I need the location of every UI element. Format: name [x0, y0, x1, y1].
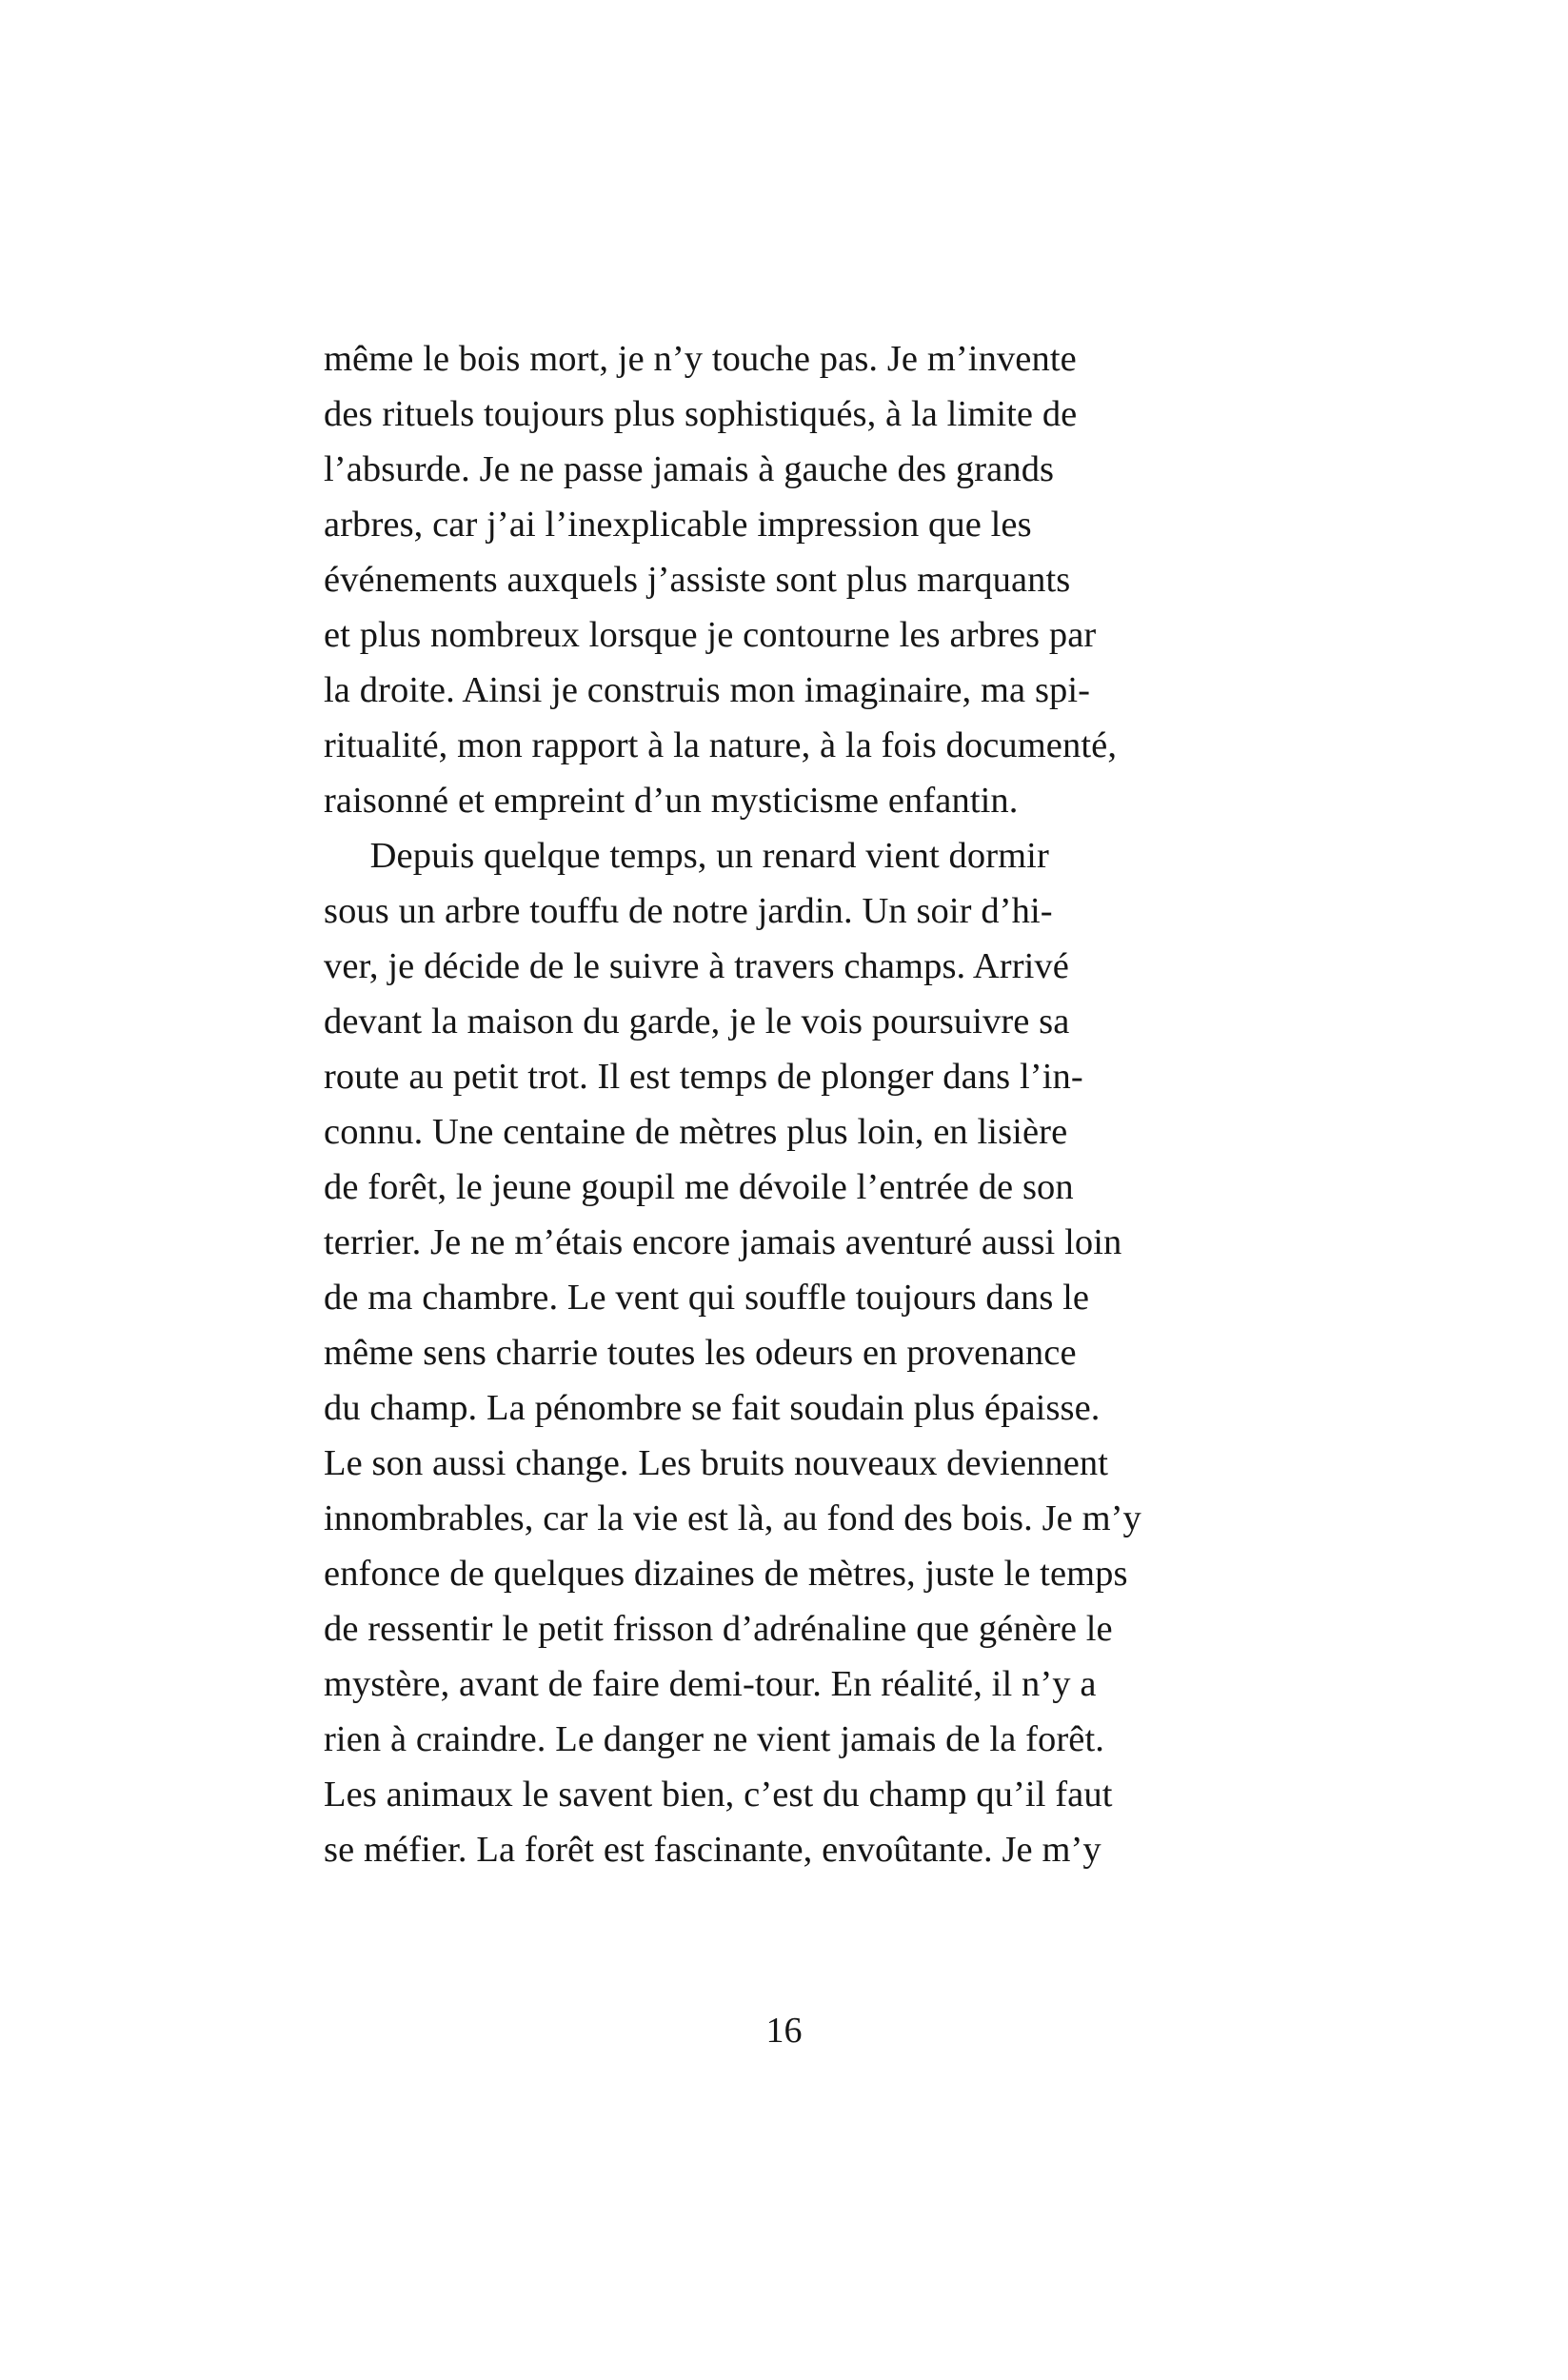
text-line: devant la maison du garde, je le vois poursuivre sa	[324, 1002, 1070, 1041]
text-line: sous un arbre touffu de notre jardin. Un soir d’hi-	[324, 891, 1053, 931]
text-line: ritualité, mon rapport à la nature, à la fois documenté,	[324, 725, 1118, 765]
paragraph-renard	[324, 828, 1257, 1877]
text-line: connu. Une centaine de mètres plus loin, en lisière	[324, 1112, 1068, 1152]
text-line: de ressentir le petit frisson d’adrénaline que génère le	[324, 1609, 1113, 1649]
text-line: innombrables, car la vie est là, au fond des bois. Je m’y	[324, 1498, 1141, 1538]
text-line: même sens charrie toutes les odeurs en provenance	[324, 1333, 1077, 1373]
text-line: raisonné et empreint d’un mysticisme enfantin.	[324, 781, 1019, 821]
text-line: Le son aussi change. Les bruits nouveaux deviennent	[324, 1443, 1109, 1483]
text-line: Les animaux le savent bien, c’est du champ qu’il faut	[324, 1775, 1113, 1815]
text-line: rien à craindre. Le danger ne vient jamais de la forêt.	[324, 1719, 1105, 1759]
text-line: même le bois mort, je n’y touche pas. Je m’invente	[324, 339, 1077, 379]
text-line: terrier. Je ne m’étais encore jamais aventuré aussi loin	[324, 1222, 1122, 1262]
text-line: de ma chambre. Le vent qui souffle toujours dans le	[324, 1278, 1090, 1318]
text-line: mystère, avant de faire demi-tour. En réalité, il n’y a	[324, 1664, 1097, 1704]
text-line: de forêt, le jeune goupil me dévoile l’entrée de son	[324, 1167, 1074, 1207]
text-line: des rituels toujours plus sophistiqués, à la limite de	[324, 394, 1078, 434]
text-line: Depuis quelque temps, un renard vient dormir	[324, 836, 1049, 876]
text-line: ver, je décide de le suivre à travers champs. Arrivé	[324, 946, 1069, 986]
text-line: du champ. La pénombre se fait soudain plus épaisse.	[324, 1388, 1101, 1428]
text-line: se méfier. La forêt est fascinante, envoûtante. Je m’y	[324, 1830, 1102, 1870]
text-line: l’absurde. Je ne passe jamais à gauche des grands	[324, 449, 1055, 489]
text-line: et plus nombreux lorsque je contourne les arbres par	[324, 615, 1097, 655]
body-text-block	[324, 331, 1257, 1877]
text-line: enfonce de quelques dizaines de mètres, juste le temps	[324, 1554, 1128, 1594]
text-line: arbres, car j’ai l’inexplicable impression que les	[324, 505, 1032, 545]
text-line: événements auxquels j’assiste sont plus marquants	[324, 560, 1071, 600]
paragraph-continued	[324, 331, 1257, 828]
text-line: la droite. Ainsi je construis mon imaginaire, ma spi-	[324, 670, 1091, 710]
text-line: route au petit trot. Il est temps de plonger dans l’in-	[324, 1057, 1083, 1097]
page-number: 16	[765, 2011, 803, 2051]
